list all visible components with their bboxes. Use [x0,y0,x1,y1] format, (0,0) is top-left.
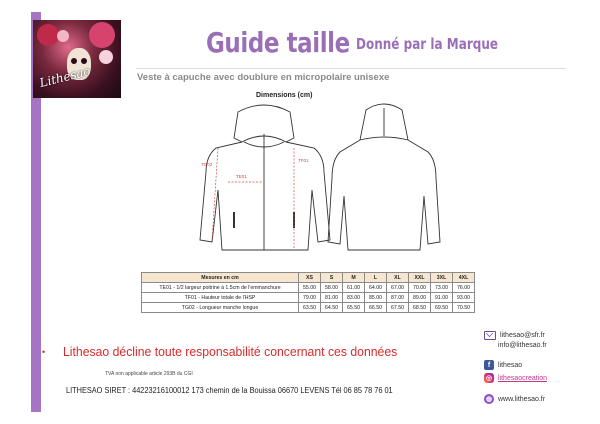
measures-header: Mesures en cm [142,273,299,283]
table-cell: 67.00 [387,283,409,293]
instagram-icon: ◎ [485,375,493,382]
size-4xl-header: 4XL [453,273,475,283]
size-s-header: S [321,273,343,283]
table-cell: 67.50 [387,303,409,313]
disclaimer-text: Lithesao décline toute responsabilité concernant ces données [63,344,398,359]
table-cell: 65.50 [343,303,365,313]
table-cell: 81.00 [321,293,343,303]
contact-email-2[interactable] [484,342,547,349]
table-cell: 73.00 [431,283,453,293]
table-cell: 87.00 [387,293,409,303]
table-cell: 85.00 [365,293,387,303]
globe-icon: ◍ [485,396,493,403]
page-title: Guide taille [206,26,350,59]
jacket-back [328,104,440,250]
table-row [142,293,475,303]
table-cell: 64.50 [321,303,343,313]
size-table [141,272,475,313]
table-cell: 63.50 [299,303,321,313]
title-divider [136,68,566,69]
table-cell: 70.00 [409,283,431,293]
page-title-sub: Donné par la Marque [356,35,499,53]
size-xs-header: XS [299,273,321,283]
table-cell: 79.00 [299,293,321,303]
size-l-header: L [365,273,387,283]
table-cell: 61.00 [343,283,365,293]
company-info: LITHESAO SIRET : 44223216100012 173 chemin de la Bouissa 06670 LEVENS Tél 06 85 78 76 01 [66,386,393,395]
contact-instagram[interactable] [484,373,547,383]
flower-decoration [89,22,115,48]
size-xxl-header: XXL [409,273,431,283]
size-table-header [142,273,475,283]
table-cell: 69.50 [431,303,453,313]
instagram-link[interactable]: lithesaocreation [498,374,548,382]
table-row [142,283,475,293]
row-label: TE01 - 1/2 largeur poitrine à 1.5cm de l'emmanchure [142,283,299,293]
table-row [142,303,475,313]
logo-text: Lithesao [38,63,92,91]
skull-eye [81,58,87,64]
table-cell: 89.00 [409,293,431,303]
tf01-label: TF01 [298,158,309,163]
flower-decoration [37,24,59,46]
table-cell: 58.00 [321,283,343,293]
brand-logo [33,20,121,98]
row-label: TG02 - Longueur manche longue [142,303,299,313]
jacket-front [200,105,330,250]
measure-lines [212,148,294,250]
tva-note: TVA non applicable article 293B du CGI [105,371,193,377]
contact-facebook[interactable] [484,360,522,370]
te01-label: TE01 [236,174,247,179]
table-cell: 83.00 [343,293,365,303]
table-cell: 66.50 [365,303,387,313]
tg02-label: TG02 [201,162,213,167]
table-cell: 76.00 [453,283,475,293]
size-3xl-header: 3XL [431,273,453,283]
website-text: www.lithesao.fr [498,395,546,403]
flower-decoration [57,30,69,42]
facebook-icon: f [484,360,494,370]
table-cell: 70.50 [453,303,475,313]
email-text: lithesao@sfr.fr [500,332,545,339]
table-cell: 55.00 [299,283,321,293]
table-cell: 93.00 [453,293,475,303]
table-cell: 91.00 [431,293,453,303]
row-label: TF01 - Hauteur totale de l'HSP [142,293,299,303]
facebook-text: lithesao [498,361,523,369]
mail-icon [484,331,496,340]
table-cell: 64.00 [365,283,387,293]
jacket-diagram [190,100,450,258]
size-xl-header: XL [387,273,409,283]
bullet-icon: • [42,347,46,357]
dimensions-label: Dimensions (cm) [256,92,313,99]
contact-website[interactable] [484,394,545,404]
table-cell: 68.50 [409,303,431,313]
email-text: info@lithesao.fr [498,342,547,349]
skull-eye [71,58,77,64]
contact-email-1[interactable] [484,331,545,340]
product-subtitle: Veste à capuche avec doublure en micropolaire unisexe [137,72,390,83]
flower-decoration [99,50,113,64]
size-m-header: M [343,273,365,283]
